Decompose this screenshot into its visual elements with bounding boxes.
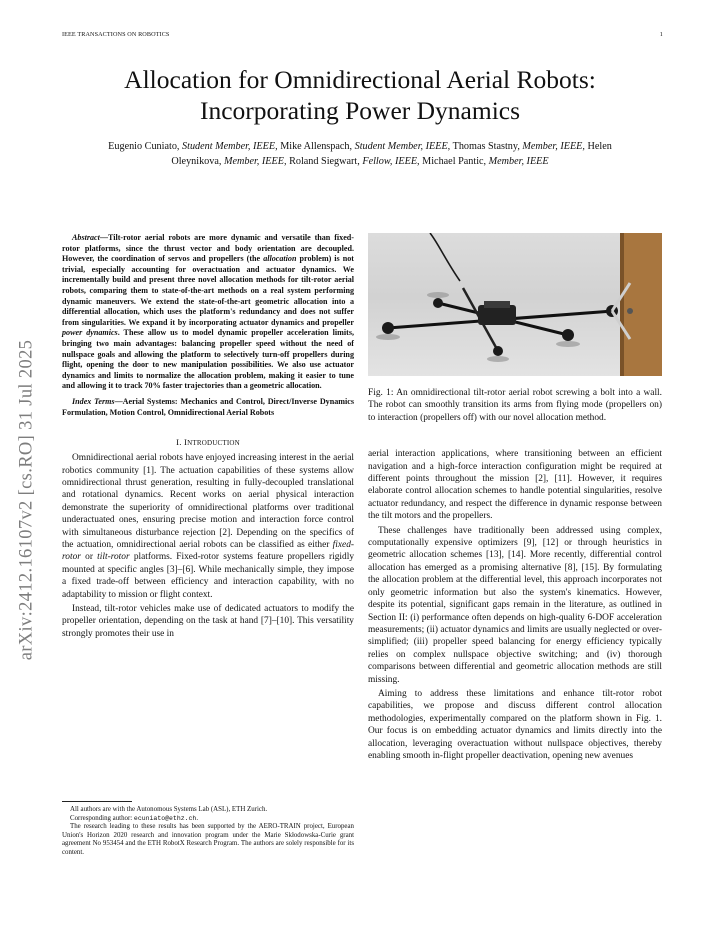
paper-title: [60, 64, 660, 126]
arxiv-stamp-text: arXiv:2412.16107v2 [cs.RO] 31 Jul 2025: [16, 339, 37, 661]
author-role: Member, IEEE,: [522, 141, 585, 152]
figure-label: Fig. 1:: [368, 388, 394, 398]
propeller: [427, 292, 449, 298]
propeller: [556, 341, 580, 347]
author-name: Mike Allenspach,: [280, 141, 353, 152]
right-column: [368, 233, 662, 762]
author-name: Thomas Stastny,: [452, 141, 520, 152]
section-numeral: I.: [176, 437, 182, 448]
paragraph: Aiming to address these limitations and enhance tilt-rotor robot capabilities, we propose and discuss different control allocation methodologies, experimentally compared on the platform shown in Fig. 1. Our focus is on embedding actuator dynamics and limits directly into the allocation, leveraging overactuation without nullspace objectives, thereby enabling smooth in-flight propeller deactivation, opening new avenues: [368, 688, 662, 761]
author-role: Student Member, IEEE,: [182, 141, 278, 152]
paragraph: [62, 452, 354, 601]
title-line-1: Allocation for Omnidirectional Aerial Robots:: [124, 65, 596, 94]
introduction-right-text: [368, 448, 662, 762]
footnote-affiliation: All authors are with the Autonomous Systems Lab (ASL), ETH Zurich.: [70, 806, 268, 813]
rotor-pod: [382, 322, 394, 334]
author-role: Member, IEEE: [488, 156, 549, 167]
paragraph: Instead, tilt-rotor vehicles make use of dedicated actuators to modify the propeller orientation, depending on the task at hand [7]–[10]. This versatility strongly promotes their use in: [62, 603, 354, 639]
author-name: Eugenio Cuniato,: [108, 141, 180, 152]
bolt: [627, 308, 633, 314]
abstract-emphasis: power dynamics: [62, 328, 118, 338]
author-email-link[interactable]: ecuniato@ethz.ch: [133, 814, 197, 822]
title-line-2: Incorporating Power Dynamics: [199, 96, 521, 125]
footnote-corresponding: [62, 815, 354, 824]
paragraph: These challenges have traditionally been addressed using complex, computationally expensive optimizers [9], [12] or through heuristics in geometric allocation schemes [13], [14]. More recently, differential control allocation has emerged as a promising alternative [8], [15]. By formulating the allocation problem at the differential level, this approach incorporates not only geometric information but also the system's kinematics. However, despite its potential, significant gaps remain in the literature, as outlined in Section II: (i) performance often depends on high-quality 6-DOF acceleration measurements; (ii) actuator dynamics and limits are usually neglected or over-simplified; (iii) propeller speed balancing for energy efficiency typically relies on complex nullspace objective switching; and (iv) thorough comparisons between differential and geometric allocation methods are still missing.: [368, 525, 662, 685]
section-title-initial: I: [184, 437, 188, 448]
page-number: 1: [659, 31, 663, 38]
left-column: [62, 233, 354, 640]
abstract: [62, 233, 354, 392]
author-name: Michael Pantic,: [422, 156, 487, 167]
footnote-text: .: [196, 814, 199, 822]
abstract-text: —Tilt-rotor aerial robots are more dynamic and versatile than fixed-rotor platforms, since the thrust vector and body orientation are decoupled. However, the coordination of servos and propellers (the: [62, 233, 354, 264]
tether-cable: [430, 233, 460, 281]
introduction-left-text: [62, 452, 354, 640]
author-role: Student Member, IEEE,: [354, 141, 451, 152]
paragraph: aerial interaction applications, where transitioning between an efficient navigation and a high-force interaction configuration might be required at different points throughout the mission [2], [11]. However, it requires elaborate control allocation schemes to handle potential singularities, resolve actuator redundancy, and respect the difference in dynamic response between the tilt motors and the propellers.: [368, 449, 662, 522]
arxiv-stamp: [7, 290, 47, 710]
running-head: [62, 31, 663, 41]
paragraph-text: platforms. Fixed-rotor systems feature propellers rigidly mounted at specific angles [3]–[6]. While mechanically simple, they impose a fixed trade-off between efficiency and interaction capability, with no adaptability to mission or flight context.: [62, 552, 355, 600]
section-heading-introduction: [62, 437, 354, 447]
wall-edge: [620, 233, 624, 376]
rotor-pod: [562, 329, 574, 341]
paragraph-text: or: [80, 552, 98, 563]
section-title-rest: NTRODUCTION: [187, 439, 240, 448]
author-role: Fellow, IEEE,: [362, 156, 420, 167]
journal-name: IEEE TRANSACTIONS ON ROBOTICS: [62, 31, 170, 38]
abstract-text: problem) is not trivial, especially accounting for overactuation and actuator dynamics. We incrementally build and present three novel allocation methods for tilt-rotor aerial robots, comparing them to state-of-the-art methods on a real system performing dynamic maneuvers. We extend the state-of-the-art geometric allocation into a differential allocation, which uses the platform's redundancy and does not suffer from singularities. We expand it by incorporating actuator dynamics and propeller: [62, 254, 354, 327]
caption-text: An omnidirectional tilt-rotor aerial robot screwing a bolt into a wall. The robot can smoothly transition its arms from flying mode (propellers on) to interaction (propellers off) with our novel allocation method.: [368, 388, 663, 423]
propeller: [376, 334, 400, 340]
robot-electronics: [484, 301, 510, 308]
footnote-text: Corresponding author:: [70, 814, 134, 822]
footnotes: [62, 806, 354, 858]
abstract-emphasis: allocation: [263, 254, 297, 264]
figure-1-caption: [368, 387, 662, 424]
rotor-pod: [433, 298, 443, 308]
index-terms: [62, 397, 354, 418]
footnote-funding: The research leading to these results has been supported by the AERO-TRAIN project, European Union's Horizon 2020 research and innovation program under the Marie Skłodowska-Curie grant agreement No 953454 and the ETH RobotX Research Program. The authors are solely responsible for its content.: [62, 823, 354, 856]
paragraph-emphasis: fixed-rotor: [62, 539, 354, 563]
index-terms-label: Index Terms: [72, 396, 115, 406]
footnote-rule: [62, 801, 132, 802]
wooden-wall: [620, 233, 662, 376]
figure-1-photo: [368, 233, 662, 376]
author-role: Member, IEEE,: [223, 156, 287, 167]
author-name: Helen Oleynikova,: [171, 141, 612, 167]
paragraph-emphasis: tilt-rotor: [97, 552, 130, 563]
index-terms-text: —Aerial Systems: Mechanics and Control, Direct/Inverse Dynamics Formulation, Motion Control, Omnidirectional Aerial Robots: [62, 396, 354, 417]
abstract-label: Abstract: [72, 233, 100, 242]
propeller: [487, 356, 509, 362]
abstract-text: . These allow us to model dynamic propeller acceleration limits, bringing two main advantages: balancing propeller speed without the need of nullspace goals and allowing the platform to selectively turn-off propellers during flight, opening the door to new manipulation possibilities. We also use actuator dynamics and limits to normalize the allocation problem, making it easier to tune and allowing it to track 70% faster trajectories than a geometric allocation.: [62, 328, 354, 391]
author-name: Roland Siegwart,: [289, 156, 360, 167]
author-list: [90, 139, 630, 169]
rotor-pod: [493, 346, 503, 356]
drone-photo-illustration: [368, 233, 662, 376]
paragraph-text: Omnidirectional aerial robots have enjoyed increasing interest in the aerial robotics community [1]. The actuation capabilities of these systems allow omnidirectional thrust generation, resulting in fully-decoupled translational and rotational dynamics. Recent works on aerial physical interaction demonstrate the superiority of omnidirectional platforms over traditional underactuated ones, ensuring precise motion and interaction force control with simultaneous disturbance rejection [2]. Depending on the specifics of the actuation, omnidirectional aerial robots can be classified as either: [62, 453, 354, 550]
